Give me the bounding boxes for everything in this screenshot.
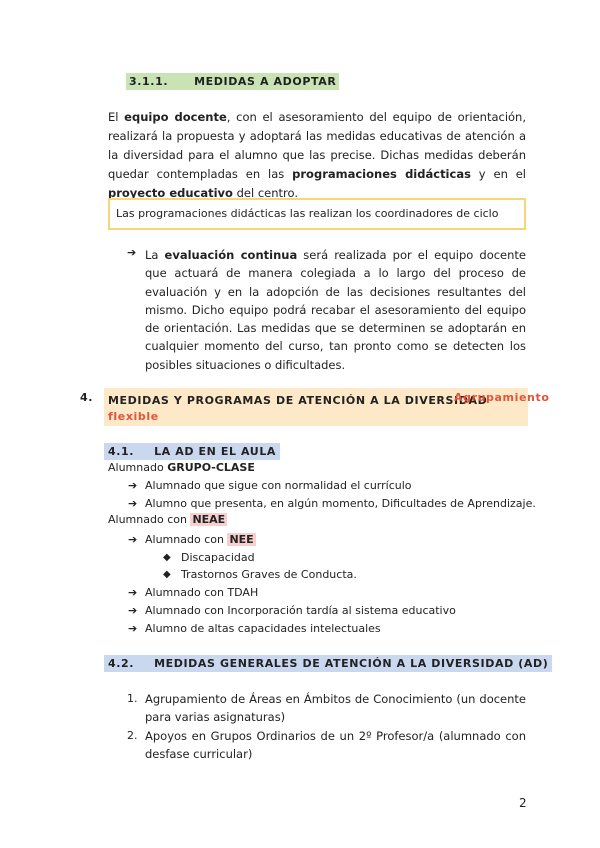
page-number: 2 — [519, 796, 527, 810]
section-4-number: 4. — [80, 391, 94, 404]
list-number: 2. — [127, 729, 138, 742]
list-item: ➔ Alumno que presenta, en algún momento, Dificultades de Aprendizaje. — [128, 495, 536, 513]
section-3-1-1-heading — [126, 73, 339, 90]
note-box-text: Las programaciones didácticas las realizan los coordinadores de ciclo — [116, 207, 499, 220]
diamond-bullet-icon: ◆ — [163, 552, 171, 563]
list-number: 1. — [127, 692, 138, 705]
list-item: Apoyos en Grupos Ordinarios de un 2º Profesor/a (alumnado con desfase curricular) — [145, 729, 526, 761]
bold-evaluacion-continua: evaluación continua — [164, 248, 298, 262]
list-item: ◆ Trastornos Graves de Conducta. — [163, 566, 357, 584]
section-4-1-heading: 4.1. LA AD EN EL AULA — [104, 443, 280, 460]
group-neae: Alumnado con NEAE — [108, 513, 226, 526]
note-box — [108, 198, 526, 230]
section-title: MEDIDAS A ADOPTAR — [194, 75, 337, 88]
section-number: 3.1.1. — [129, 75, 169, 88]
list-item: ➔ Alumnado con TDAH — [128, 584, 258, 602]
paragraph-equipo-docente: El equipo docente, con el asesoramiento del equipo de orientación, realizará la propuesta y adoptará las medidas educativas de atención a la diversidad para el alumno que las precise. Dichas medidas deberán quedar contempladas en las programaciones didácticas y en el proyecto educativo del centro. — [108, 110, 527, 200]
section-4-note-line1: Agrupamiento — [454, 391, 550, 404]
arrow-icon: ➔ — [128, 622, 138, 635]
bold-equipo-docente: equipo docente — [124, 110, 227, 124]
list-item: Agrupamiento de Áreas en Ámbitos de Conocimiento (un docente para varias asignaturas) — [145, 692, 526, 724]
bold-programaciones: programaciones didácticas — [292, 167, 471, 181]
group-grupo-clase: Alumnado GRUPO-CLASE — [108, 461, 255, 474]
arrow-icon: ➔ — [128, 533, 138, 546]
list-item: ➔ Alumnado con NEE — [128, 531, 256, 549]
paragraph-evaluacion-continua: La evaluación continua será realizada por el equipo docente que actuará de manera colegiada a lo largo del proceso de evaluación y en la adopción de las decisiones resultantes del mismo. Dicho equipo podrá recabar el asesoramiento del equipo de orientación. Las medidas que se determinen se adoptarán en cualquier momento del curso, tan pronto como se detecten los posibles situaciones o dificultades. — [145, 248, 526, 372]
arrow-icon: ➔ — [128, 586, 138, 599]
arrow-icon: ➔ — [128, 479, 138, 492]
arrow-icon: ➔ — [127, 246, 137, 259]
list-item: ➔ Alumnado con Incorporación tardía al sistema educativo — [128, 602, 456, 620]
arrow-icon: ➔ — [128, 497, 138, 510]
list-item: ➔ Alumnado que sigue con normalidad el currículo — [128, 477, 412, 495]
section-4-2-heading: 4.2. MEDIDAS GENERALES DE ATENCIÓN A LA DIVERSIDAD (AD) — [104, 655, 552, 672]
arrow-icon: ➔ — [128, 604, 138, 617]
list-item: ➔ Alumno de altas capacidades intelectuales — [128, 620, 381, 638]
list-item: ◆ Discapacidad — [163, 549, 255, 567]
section-4-title: MEDIDAS Y PROGRAMAS DE ATENCIÓN A LA DIVERSIDAD — [108, 394, 488, 407]
section-4-note-line2: flexible — [108, 410, 159, 423]
diamond-bullet-icon: ◆ — [163, 569, 171, 580]
bold-proyecto-educativo: proyecto educativo — [108, 186, 233, 200]
